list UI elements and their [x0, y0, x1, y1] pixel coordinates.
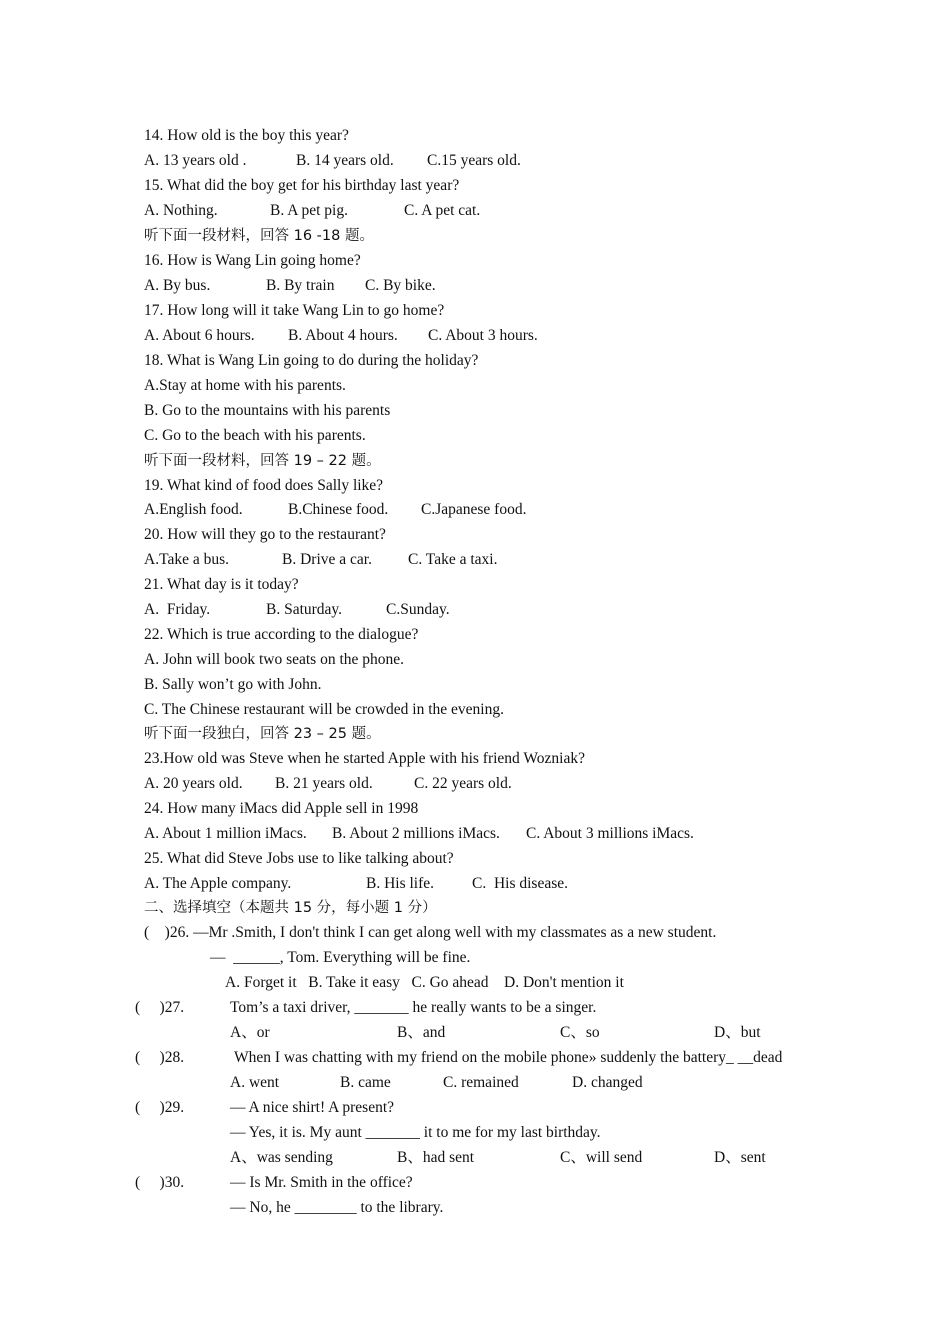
option-27c: C、so [560, 1024, 600, 1041]
option-17b: B. About 4 hours. [288, 327, 398, 344]
option-15b: B. A pet pig. [270, 202, 348, 219]
question-30-line-1: — Is Mr. Smith in the office? [230, 1174, 413, 1191]
question-26: ( )26. —Mr .Smith, I don't think I can get along well with my classmates as a new student. [144, 924, 717, 941]
option-29b: B、had sent [397, 1149, 475, 1166]
question-30-line-2: — No, he ________ to the library. [230, 1199, 444, 1216]
question-29-line-2: — Yes, it is. My aunt _______ it to me for my last birthday. [230, 1124, 601, 1141]
option-29a: A、was sending [230, 1149, 333, 1166]
option-14a: A. 13 years old . [144, 152, 247, 169]
option-17c: C. About 3 hours. [428, 327, 538, 344]
option-28c: C. remained [443, 1074, 519, 1091]
option-23c: C. 22 years old. [414, 775, 512, 792]
option-27a: A、or [230, 1024, 270, 1041]
option-21c: C.Sunday. [386, 601, 450, 618]
option-16b: B. By train [266, 277, 335, 294]
option-20c: C. Take a taxi. [408, 551, 498, 568]
option-17a: A. About 6 hours. [144, 327, 255, 344]
option-15c: C. A pet cat. [404, 202, 481, 219]
question-20: 20. How will they go to the restaurant? [144, 526, 386, 543]
listening-instruction-23-25: 听下面一段独白，回答 23 – 25 题。 [144, 726, 381, 742]
question-18: 18. What is Wang Lin going to do during the holiday? [144, 352, 479, 369]
option-21a: A. Friday. [144, 601, 211, 618]
option-15a: A. Nothing. [144, 202, 218, 219]
question-15: 15. What did the boy get for his birthday last year? [144, 177, 460, 194]
option-24b: B. About 2 millions iMacs. [332, 825, 500, 842]
option-19b: B.Chinese food. [288, 501, 389, 518]
option-21b: B. Saturday. [266, 601, 343, 618]
question-28: When I was chatting with my friend on the mobile phone» suddenly the battery_ __dead [234, 1049, 783, 1066]
option-25a: A. The Apple company. [144, 875, 292, 892]
question-23: 23.How old was Steve when he started Apple with his friend Wozniak? [144, 750, 585, 767]
question-14: 14. How old is the boy this year? [144, 127, 349, 144]
option-20a: A.Take a bus. [144, 551, 230, 568]
option-28b: B. came [340, 1074, 391, 1091]
question-25: 25. What did Steve Jobs use to like talking about? [144, 850, 454, 867]
option-14c: C.15 years old. [427, 152, 521, 169]
question-27-number: ( )27. [135, 999, 185, 1016]
option-23b: B. 21 years old. [275, 775, 373, 792]
option-29d: D、sent [714, 1149, 766, 1166]
question-21: 21. What day is it today? [144, 576, 299, 593]
option-18c: C. Go to the beach with his parents. [144, 427, 366, 444]
option-27d: D、but [714, 1024, 761, 1041]
question-28-number: ( )28. [135, 1049, 185, 1066]
option-22c: C. The Chinese restaurant will be crowded in the evening. [144, 701, 504, 718]
option-28a: A. went [230, 1074, 280, 1091]
option-25c: C. His disease. [472, 875, 569, 892]
option-16a: A. By bus. [144, 277, 211, 294]
question-17: 17. How long will it take Wang Lin to go home? [144, 302, 445, 319]
question-26-response: — ______, Tom. Everything will be fine. [210, 949, 471, 966]
option-22b: B. Sally won’t go with John. [144, 676, 322, 693]
option-18a: A.Stay at home with his parents. [144, 377, 346, 394]
question-16: 16. How is Wang Lin going home? [144, 252, 361, 269]
option-14b: B. 14 years old. [296, 152, 394, 169]
option-28d: D. changed [572, 1074, 643, 1091]
question-19: 19. What kind of food does Sally like? [144, 477, 384, 494]
question-24: 24. How many iMacs did Apple sell in 1998 [144, 800, 419, 817]
listening-instruction-16-18: 听下面一段材料，回答 16 -18 题。 [144, 228, 374, 244]
question-29-number: ( )29. [135, 1099, 185, 1116]
option-19c: C.Japanese food. [421, 501, 527, 518]
question-29-line-1: — A nice shirt! A present? [230, 1099, 395, 1116]
question-22: 22. Which is true according to the dialogue? [144, 626, 419, 643]
option-23a: A. 20 years old. [144, 775, 243, 792]
option-24a: A. About 1 million iMacs. [144, 825, 307, 842]
question-30-number: ( )30. [135, 1174, 185, 1191]
option-18b: B. Go to the mountains with his parents [144, 402, 391, 419]
options-26: A. Forget it B. Take it easy C. Go ahead D. Don't mention it [225, 974, 624, 991]
option-24c: C. About 3 millions iMacs. [526, 825, 694, 842]
listening-instruction-19-22: 听下面一段材料，回答 19 – 22 题。 [144, 453, 381, 469]
option-20b: B. Drive a car. [282, 551, 372, 568]
option-19a: A.English food. [144, 501, 243, 518]
option-27b: B、and [397, 1024, 446, 1041]
section-2-heading: 二、选择填空（本题共 15 分，每小题 1 分） [144, 900, 437, 916]
option-22a: A. John will book two seats on the phone. [144, 651, 405, 668]
option-16c: C. By bike. [365, 277, 436, 294]
question-27: Tom’s a taxi driver, _______ he really wants to be a singer. [230, 999, 597, 1016]
option-29c: C、will send [560, 1149, 643, 1166]
option-25b: B. His life. [366, 875, 435, 892]
